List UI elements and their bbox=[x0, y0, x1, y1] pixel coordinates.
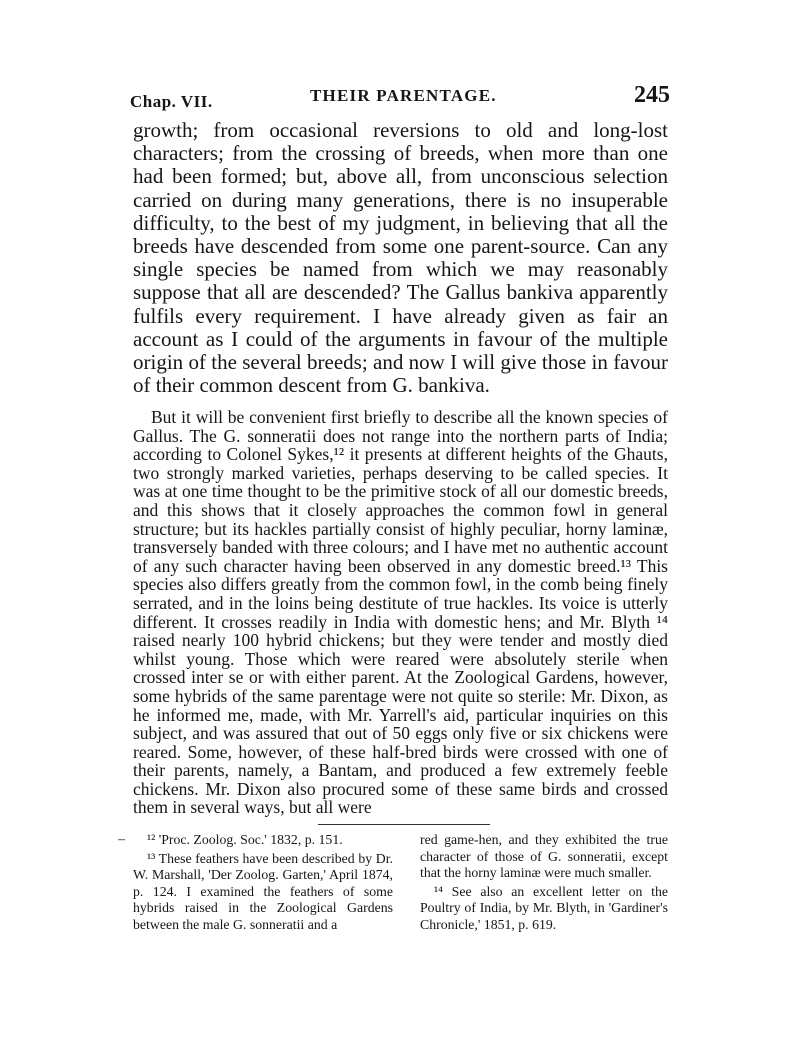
footnotes-left-column bbox=[133, 832, 393, 936]
footnote-divider bbox=[318, 824, 490, 825]
page-number: 245 bbox=[634, 82, 670, 108]
footnote-14: ¹⁴ See also an excellent letter on the Poultry of India, by Mr. Blyth, in 'Gardiner's Chronicle,' 1851, p. 619. bbox=[420, 883, 668, 932]
chapter-label: Chap. VII. bbox=[130, 92, 213, 111]
paragraph-large: growth; from occasional reversions to old and long-lost characters; from the crossing of breeds, when more than one had been formed; but, above all, from unconscious selection carried on during many generations, there is no insuperable difficulty, to the best of my judgment, in believing that all the breeds have descended from some one parent-source. Can any single species be named from which we may reasonably suppose that all are descended? The Gallus bankiva apparently fulfils every requirement. I have already given as fair an account as I could of the arguments in favour of the multiple origin of the several breeds; and now I will give those in favour of their common descent from G. bankiva. bbox=[133, 118, 668, 398]
footnote-13-continued: red game-hen, and they exhibited the true character of those of G. sonneratii, except that the horny laminæ were much smaller. bbox=[420, 832, 668, 881]
page-title: THEIR PARENTAGE. bbox=[310, 86, 497, 105]
paragraph-small: But it will be convenient first briefly to describe all the known species of Gallus. The G. sonneratii does not range into the northern parts of India; according to Colonel Sykes,¹² it presents at different heights of the Ghauts, two strongly marked varieties, perhaps deserving to be called species. It was at one time thought to be the primitive stock of all our domestic breeds, and this shows that it closely approaches the common fowl in general structure; but its hackles partially consist of highly peculiar, horny laminæ, transversely banded with three colours; and I have met no authentic account of any such character having been observed in any domestic breed.¹³ This species also differs greatly from the common fowl, in the comb being finely serrated, and in the loins being destitute of true hackles. Its voice is utterly different. It crosses readily in India with domestic hens; and Mr. Blyth ¹⁴ raised nearly 100 hybrid chickens; but they were tender and mostly died whilst young. Those which were reared were absolutely sterile when crossed inter se or with either parent. At the Zoological Gardens, however, some hybrids of the same parentage were not quite so sterile: Mr. Dixon, as he informed me, made, with Mr. Yarrell's aid, particular inquiries on this subject, and was assured that out of 50 eggs only five or six chickens were reared. Some, however, of these half-bred birds were crossed with one of their parents, namely, a Bantam, and produced a few extremely feeble chickens. Mr. Dixon also procured some of these same birds and crossed them in several ways, but all were bbox=[133, 407, 668, 818]
margin-mark: – bbox=[118, 832, 125, 847]
footnote-12: ¹² 'Proc. Zoolog. Soc.' 1832, p. 151. bbox=[147, 832, 343, 847]
footnotes-right-column bbox=[420, 832, 668, 936]
footnote-13: ¹³ These feathers have been described by Dr. W. Marshall, 'Der Zoolog. Garten,' April 1874, p. 124. I examined the feathers of some hybrids raised in the Zoological Gardens between the male G. sonneratii and a bbox=[133, 850, 393, 932]
running-head bbox=[0, 82, 800, 116]
